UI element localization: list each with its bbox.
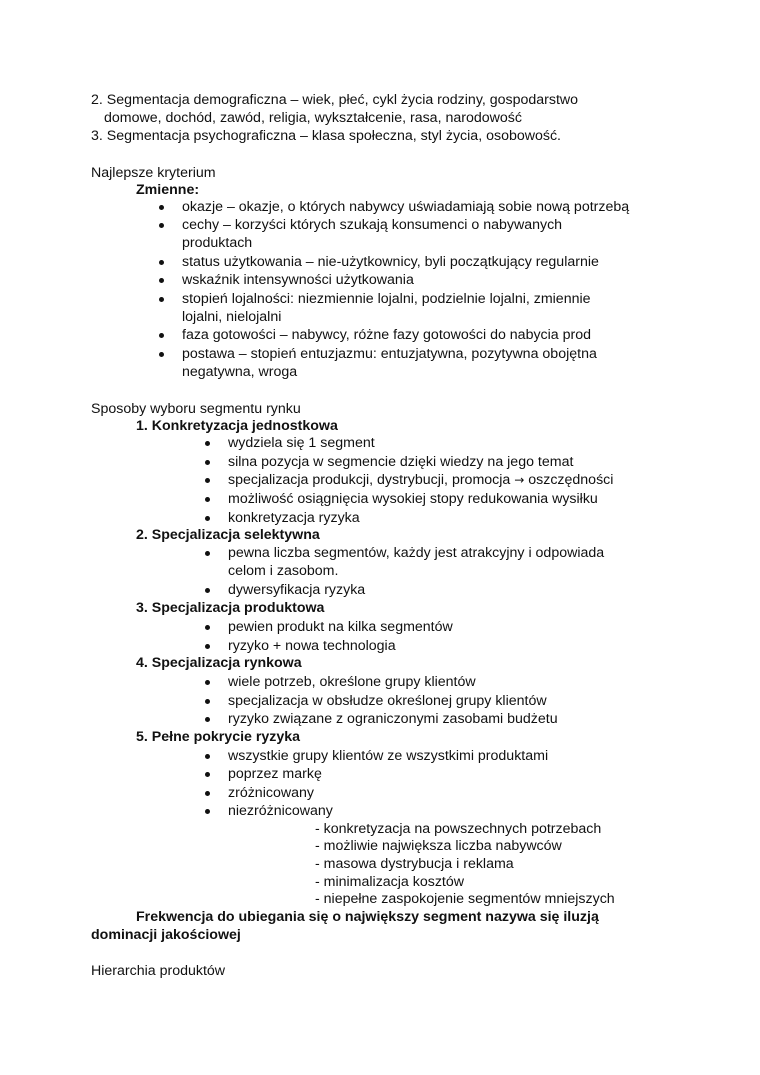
dash-item: - konkretyzacja na powszechnych potrzebach (315, 821, 602, 837)
bullet-icon (205, 680, 210, 685)
dash-item: - minimalizacja kosztów (315, 874, 465, 890)
section-title-4: 4. Specjalizacja rynkowa (136, 655, 302, 671)
list-item: wskaźnik intensywności użytkowania (182, 272, 414, 288)
bullet-icon (205, 441, 210, 446)
bullet-icon (205, 644, 210, 649)
list-item: ryzyko + nowa technologia (228, 638, 396, 654)
section-title-2: 2. Specjalizacja selektywna (136, 527, 320, 543)
bullet-icon (159, 223, 164, 228)
list-item: specjalizacja w obsłudze określonej grupy klientów (228, 693, 547, 709)
bullet-icon (205, 754, 210, 759)
segmentation-psychographic: 3. Segmentacja psychograficzna – klasa społeczna, styl życia, osobowość. (91, 128, 562, 144)
list-item: pewna liczba segmentów, każdy jest atrakcyjny i odpowiada (228, 545, 605, 561)
list-item: możliwość osiągnięcia wysokiej stopy redukowania wysiłku (228, 491, 598, 507)
segmentation-demographic-line2: domowe, dochód, zawód, religia, wykształcenie, rasa, narodowość (104, 110, 522, 126)
section-title-5: 5. Pełne pokrycie ryzyka (136, 729, 301, 745)
section-title-1: 1. Konkretyzacja jednostkowa (136, 418, 338, 434)
bullet-icon (159, 333, 164, 338)
criterion-heading: Najlepsze kryterium (91, 165, 216, 181)
list-item: postawa – stopień entuzjazmu: entuzjatywna, pozytywna obojętna (182, 346, 597, 362)
list-item: silna pozycja w segmencie dzięki wiedzy na jego temat (228, 454, 574, 470)
list-item: poprzez markę (228, 766, 322, 782)
list-item-continuation: lojalni, nielojalni (182, 309, 282, 325)
bullet-icon (159, 297, 164, 302)
arrow-right-icon: → (514, 473, 525, 487)
bullet-icon (205, 791, 210, 796)
bullet-icon (205, 460, 210, 465)
list-item: cechy – korzyści których szukają konsumenci o nabywanych (182, 217, 563, 233)
bullet-icon (205, 772, 210, 777)
list-item (228, 471, 613, 489)
bullet-icon (205, 478, 210, 483)
bullet-icon (205, 625, 210, 630)
list-item-continuation: celom i zasobom. (228, 563, 339, 579)
list-item: dywersyfikacja ryzyka (228, 582, 366, 598)
list-item: konkretyzacja ryzyka (228, 510, 360, 526)
product-hierarchy-heading: Hierarchia produktów (91, 963, 226, 979)
list-item: niezróżnicowany (228, 803, 333, 819)
list-item: faza gotowości – nabywcy, różne fazy gotowości do nabycia prod (182, 327, 592, 343)
bullet-icon (205, 516, 210, 521)
bullet-icon (205, 717, 210, 722)
bullet-icon (159, 260, 164, 265)
list-item-text-after: oszczędności (524, 472, 614, 488)
bullet-icon (159, 278, 164, 283)
dash-item: - niepełne zaspokojenie segmentów mniejszych (315, 891, 615, 907)
list-item: pewien produkt na kilka segmentów (228, 619, 453, 635)
conclusion-line2: dominacji jakościowej (91, 927, 241, 943)
list-item-continuation: produktach (182, 235, 253, 251)
list-item-text-before: specjalizacja produkcji, dystrybucji, promocja (228, 472, 515, 488)
list-item: stopień lojalności: niezmiennie lojalni, podzielnie lojalni, zmiennie (182, 291, 591, 307)
bullet-icon (159, 352, 164, 357)
bullet-icon (159, 205, 164, 210)
segmentation-demographic-line1: 2. Segmentacja demograficzna – wiek, płeć, cykl życia rodziny, gospodarstwo (91, 92, 579, 108)
selection-heading: Sposoby wyboru segmentu rynku (91, 401, 301, 417)
bullet-icon (205, 588, 210, 593)
dash-item: - możliwie największa liczba nabywców (315, 838, 562, 854)
list-item: status użytkowania – nie-użytkownicy, byli początkujący regularnie (182, 254, 599, 270)
list-item: wszystkie grupy klientów ze wszystkimi produktami (228, 748, 549, 764)
bullet-icon (205, 497, 210, 502)
list-item: zróżnicowany (228, 785, 314, 801)
bullet-icon (205, 699, 210, 704)
variables-subheading: Zmienne: (136, 182, 200, 198)
section-title-3: 3. Specjalizacja produktowa (136, 600, 325, 616)
bullet-icon (205, 551, 210, 556)
conclusion-line1: Frekwencja do ubiegania się o największy segment nazywa się iluzją (136, 909, 599, 925)
list-item: ryzyko związane z ograniczonymi zasobami budżetu (228, 711, 558, 727)
list-item-continuation: negatywna, wroga (182, 364, 298, 380)
dash-item: - masowa dystrybucja i reklama (315, 856, 514, 872)
list-item: wydziela się 1 segment (228, 435, 375, 451)
list-item: okazje – okazje, o których nabywcy uświadamiają sobie nową potrzebą (182, 199, 630, 215)
bullet-icon (205, 809, 210, 814)
list-item: wiele potrzeb, określone grupy klientów (228, 674, 476, 690)
